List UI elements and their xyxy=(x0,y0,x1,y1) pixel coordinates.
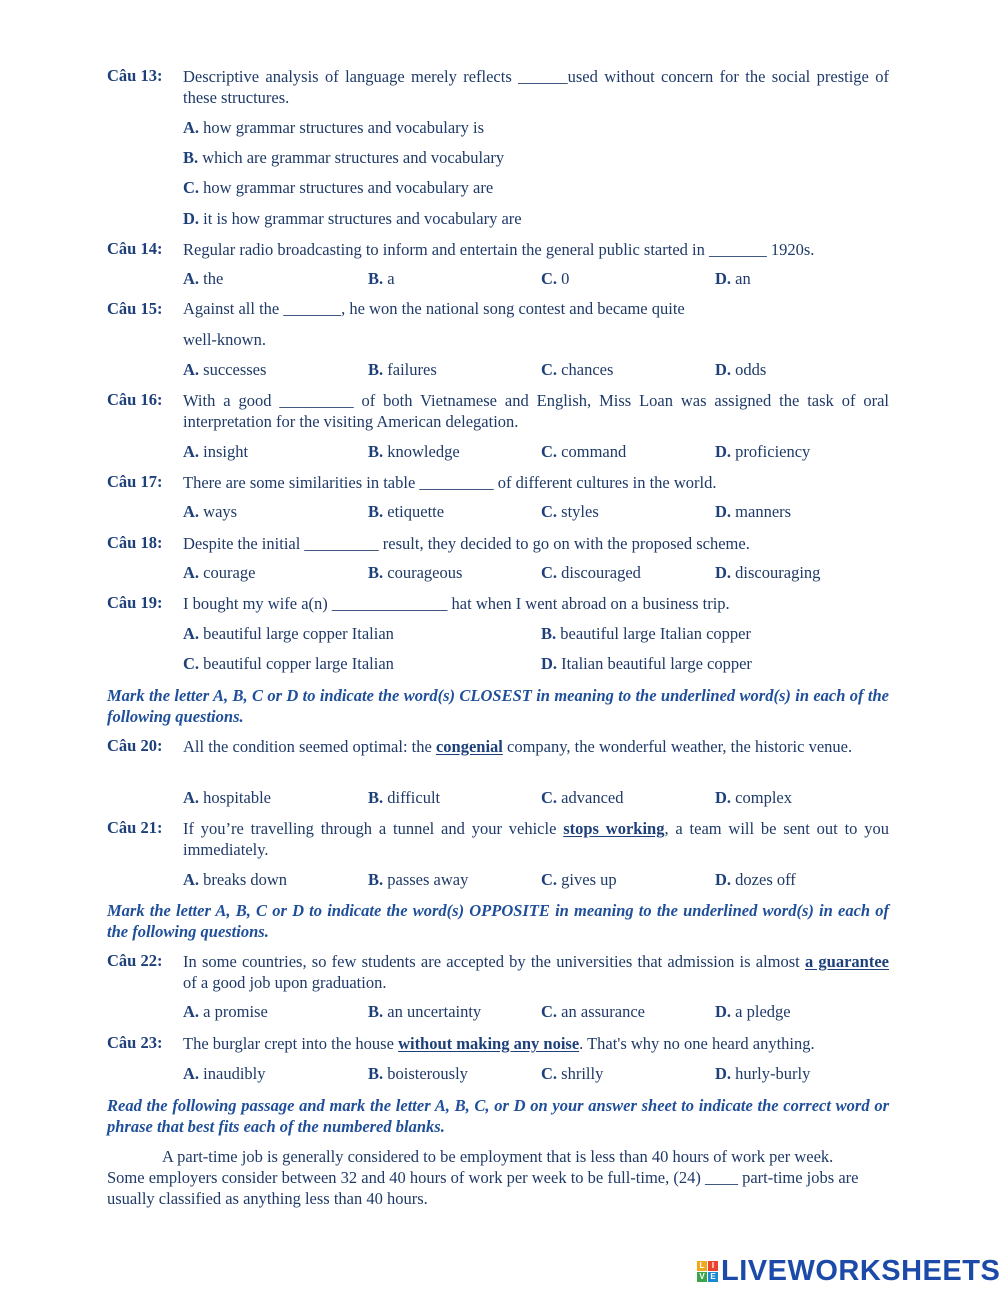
question-18-option-c[interactable]: C. discouraged xyxy=(541,563,641,582)
question-20-option-a[interactable]: A. hospitable xyxy=(183,788,271,807)
question-13-option-a[interactable]: A. how grammar structures and vocabulary is xyxy=(183,118,485,137)
question-21-option-a[interactable]: A. breaks down xyxy=(183,870,288,889)
question-22-label: Câu 22: xyxy=(107,951,163,970)
question-13-option-c[interactable]: C. how grammar structures and vocabulary are xyxy=(183,178,494,197)
question-14-text: Regular radio broadcasting to inform and entertain the general public started in _______ 1920s. xyxy=(183,240,815,259)
question-22-underlined-word: a guarantee xyxy=(804,952,889,971)
instruction-passage: Read the following passage and mark the letter A, B, C, or D on your answer sheet to indicate the correct word or phrase that best fits each of the numbered blanks. xyxy=(107,1096,889,1136)
question-18-label: Câu 18: xyxy=(107,533,163,552)
reading-passage: A part-time job is generally considered to be employment that is less than 40 hours of work per week. Some employers consider between 32 and 40 hours of work per week to be full-time, (24) ____ part-time jobs are usually classified as anything less than 40 hours. xyxy=(107,1147,859,1208)
question-15-text-line2: well-known. xyxy=(183,330,266,349)
question-16-option-a[interactable]: A. insight xyxy=(183,442,249,461)
question-20-option-b[interactable]: B. difficult xyxy=(368,788,441,807)
question-21-option-d[interactable]: D. dozes off xyxy=(715,870,796,889)
question-23-option-d[interactable]: D. hurly-burly xyxy=(715,1064,811,1083)
question-14-option-d[interactable]: D. an xyxy=(715,269,751,288)
question-15-option-a[interactable]: A. successes xyxy=(183,360,267,379)
question-21-underlined-word: stops working xyxy=(563,819,665,838)
question-23-option-c[interactable]: C. shrilly xyxy=(541,1064,604,1083)
question-15-option-d[interactable]: D. odds xyxy=(715,360,767,379)
liveworksheets-logo-icon: L I V E xyxy=(697,1261,718,1282)
question-23-option-a[interactable]: A. inaudibly xyxy=(183,1064,266,1083)
question-19-option-c[interactable]: C. beautiful copper large Italian xyxy=(183,654,394,673)
question-22-option-b[interactable]: B. an uncertainty xyxy=(368,1002,482,1021)
question-13-option-d[interactable]: D. it is how grammar structures and vocabulary are xyxy=(183,209,522,228)
question-19-option-a[interactable]: A. beautiful large copper Italian xyxy=(183,624,394,643)
question-16-option-b[interactable]: B. knowledge xyxy=(368,442,460,461)
question-23-underlined-word: without making any noise xyxy=(398,1034,580,1053)
question-22-option-a[interactable]: A. a promise xyxy=(183,1002,268,1021)
question-15-option-c[interactable]: C. chances xyxy=(541,360,614,379)
question-14-label: Câu 14: xyxy=(107,239,163,258)
question-16-text: With a good _________ of both Vietnamese and English, Miss Loan was assigned the task of oral interpretation for the visiting American delegation. xyxy=(183,391,889,431)
question-16-option-c[interactable]: C. command xyxy=(541,442,627,461)
question-15-label: Câu 15: xyxy=(107,299,163,318)
question-21-option-b[interactable]: B. passes away xyxy=(368,870,469,889)
question-17-label: Câu 17: xyxy=(107,472,163,491)
question-22-text: In some countries, so few students are accepted by the universities that admission is almost a guarantee of a good job upon graduation. xyxy=(183,952,889,992)
question-21-label: Câu 21: xyxy=(107,818,163,837)
question-17-option-c[interactable]: C. styles xyxy=(541,502,599,521)
question-14-option-b[interactable]: B. a xyxy=(368,269,395,288)
question-14-option-c[interactable]: C. 0 xyxy=(541,269,570,288)
question-13-label: Câu 13: xyxy=(107,66,163,85)
liveworksheets-logo-text: LIVEWORKSHEETS xyxy=(721,1254,1000,1287)
question-21-option-c[interactable]: C. gives up xyxy=(541,870,617,889)
question-17-option-b[interactable]: B. etiquette xyxy=(368,502,445,521)
question-17-option-d[interactable]: D. manners xyxy=(715,502,792,521)
question-18-text: Despite the initial _________ result, they decided to go on with the proposed scheme. xyxy=(183,534,750,553)
question-23-option-b[interactable]: B. boisterously xyxy=(368,1064,468,1083)
question-20-option-c[interactable]: C. advanced xyxy=(541,788,624,807)
question-16-label: Câu 16: xyxy=(107,390,163,409)
question-13-option-b[interactable]: B. which are grammar structures and vocabulary xyxy=(183,148,505,167)
question-19-option-b[interactable]: B. beautiful large Italian copper xyxy=(541,624,751,643)
question-15-text-line1: Against all the _______, he won the national song contest and became quite xyxy=(183,299,685,318)
question-16-option-d[interactable]: D. proficiency xyxy=(715,442,811,461)
question-19-label: Câu 19: xyxy=(107,593,163,612)
question-20-underlined-word: congenial xyxy=(435,737,503,756)
question-20-option-d[interactable]: D. complex xyxy=(715,788,792,807)
question-22-option-d[interactable]: D. a pledge xyxy=(715,1002,791,1021)
question-19-text: I bought my wife a(n) ______________ hat when I went abroad on a business trip. xyxy=(183,594,730,613)
question-15-option-b[interactable]: B. failures xyxy=(368,360,437,379)
question-20-label: Câu 20: xyxy=(107,736,163,755)
instruction-closest-meaning: Mark the letter A, B, C or D to indicate the word(s) CLOSEST in meaning to the underlined word(s) in each of the following questions. xyxy=(107,686,889,726)
question-14-option-a[interactable]: A. the xyxy=(183,269,224,288)
question-19-option-d[interactable]: D. Italian beautiful large copper xyxy=(541,654,752,673)
question-22-option-c[interactable]: C. an assurance xyxy=(541,1002,646,1021)
liveworksheets-logo xyxy=(697,1255,1000,1287)
question-23-label: Câu 23: xyxy=(107,1033,163,1052)
question-13-text: Descriptive analysis of language merely reflects ______used without concern for the social prestige of these structures. xyxy=(183,67,889,107)
question-20-text: All the condition seemed optimal: the congenial company, the wonderful weather, the historic venue. xyxy=(183,737,853,756)
instruction-opposite-meaning: Mark the letter A, B, C or D to indicate the word(s) OPPOSITE in meaning to the underlined word(s) in each of the following questions. xyxy=(107,901,889,941)
question-17-text: There are some similarities in table _________ of different cultures in the world. xyxy=(183,473,717,492)
question-18-option-b[interactable]: B. courageous xyxy=(368,563,463,582)
question-23-text: The burglar crept into the house without making any noise. That's why no one heard anything. xyxy=(183,1034,815,1053)
question-21-text: If you’re travelling through a tunnel and your vehicle stops working, a team will be sent out to you immediately. xyxy=(183,819,889,859)
question-18-option-d[interactable]: D. discouraging xyxy=(715,563,821,582)
question-17-option-a[interactable]: A. ways xyxy=(183,502,238,521)
question-18-option-a[interactable]: A. courage xyxy=(183,563,256,582)
